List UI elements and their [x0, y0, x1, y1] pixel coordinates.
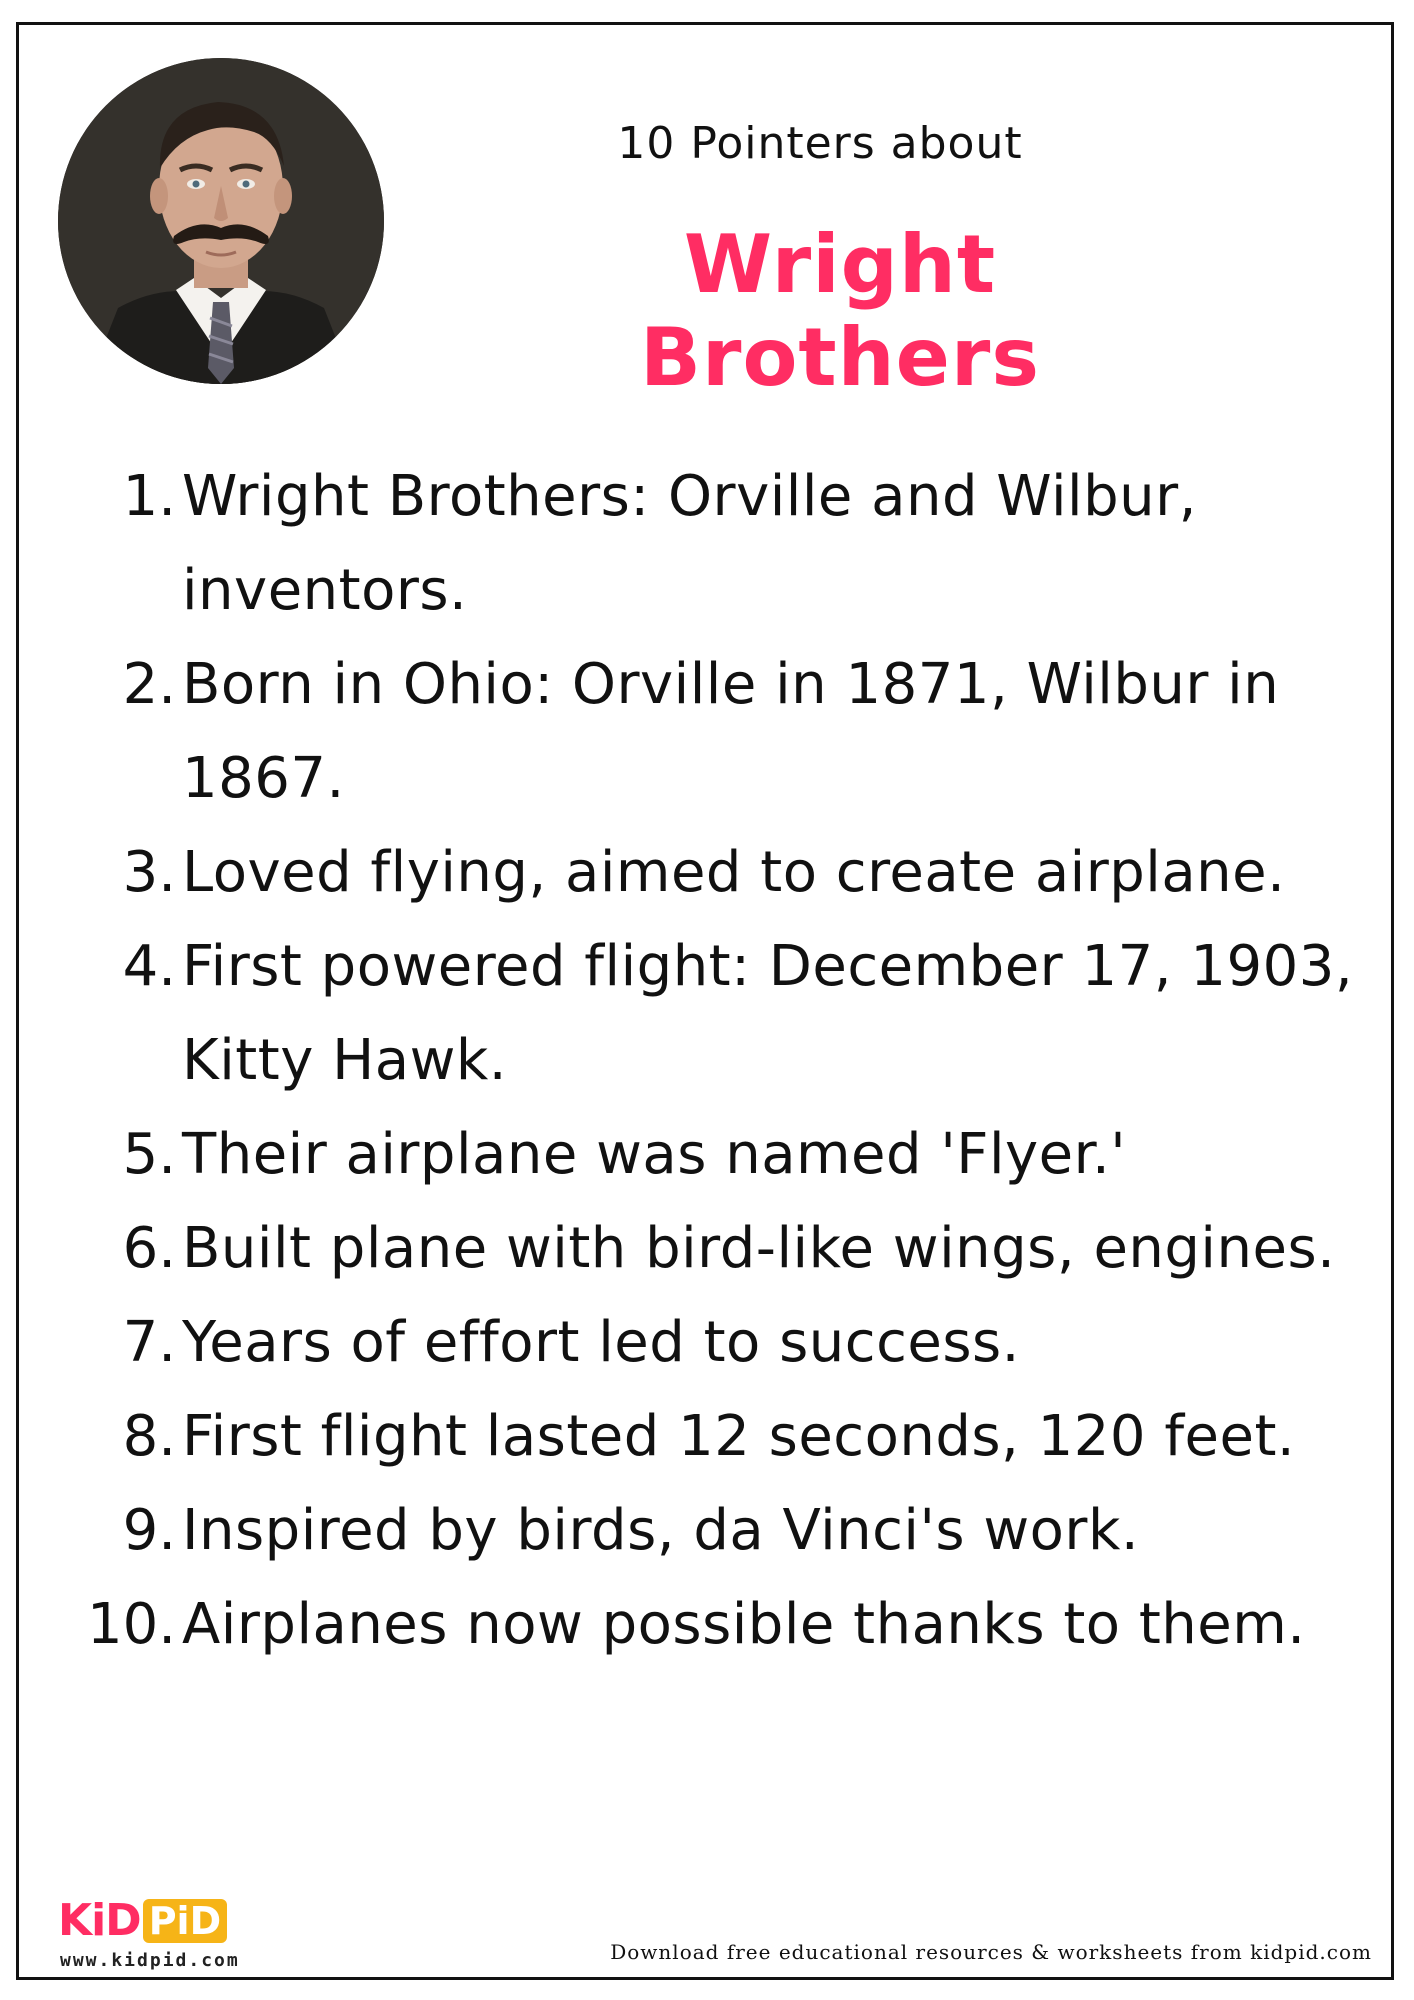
logo-pid-text: PiD [143, 1899, 227, 1943]
list-item-number: 7. [122, 1310, 176, 1375]
list-item [64, 826, 1354, 920]
list-item-text: Born in Ohio: Orville in 1871, Wilbur in 1867. [182, 652, 1280, 811]
list-item-number: 5. [122, 1122, 176, 1187]
portrait-photo [58, 58, 384, 384]
list-item [64, 638, 1354, 826]
list-item-text: Loved flying, aimed to create airplane. [182, 840, 1286, 905]
footer-note: Download free educational resources & worksheets from kidpid.com [610, 1940, 1372, 1964]
list-item-text: First powered flight: December 17, 1903, Kitty Hawk. [182, 934, 1354, 1093]
pointers-list [64, 450, 1354, 1672]
list-item [64, 1296, 1354, 1390]
list-item-number: 8. [122, 1404, 176, 1469]
logo-kid-text: KiD [58, 1895, 141, 1946]
list-item-number: 4. [122, 934, 176, 999]
list-item-number: 2. [122, 652, 176, 717]
list-item-text: Their airplane was named 'Flyer.' [182, 1122, 1127, 1187]
list-item-text: Years of effort led to success. [182, 1310, 1020, 1375]
list-item-number: 3. [122, 840, 176, 905]
list-item [64, 1202, 1354, 1296]
list-item-text: Airplanes now possible thanks to them. [182, 1592, 1306, 1657]
list-item-number: 6. [122, 1216, 176, 1281]
list-item-text: Inspired by birds, da Vinci's work. [182, 1498, 1140, 1563]
list-item-text: Wright Brothers: Orville and Wilbur, inventors. [182, 464, 1197, 623]
list-item-text: Built plane with bird-like wings, engines. [182, 1216, 1336, 1281]
list-item-number: 1. [122, 464, 176, 529]
list-item-text: First flight lasted 12 seconds, 120 feet. [182, 1404, 1296, 1469]
list-item [64, 1578, 1354, 1672]
page-title: Wright Brothers [640, 218, 1040, 404]
kidpid-logo [58, 1895, 227, 1946]
list-item [64, 920, 1354, 1108]
list-item-number: 9. [122, 1498, 176, 1563]
list-item [64, 1484, 1354, 1578]
list-item-number: 10. [86, 1592, 176, 1657]
subtitle: 10 Pointers about [617, 118, 1023, 169]
list-item [64, 1108, 1354, 1202]
logo-url: www.kidpid.com [60, 1950, 240, 1971]
list-item [64, 1390, 1354, 1484]
list-item [64, 450, 1354, 638]
